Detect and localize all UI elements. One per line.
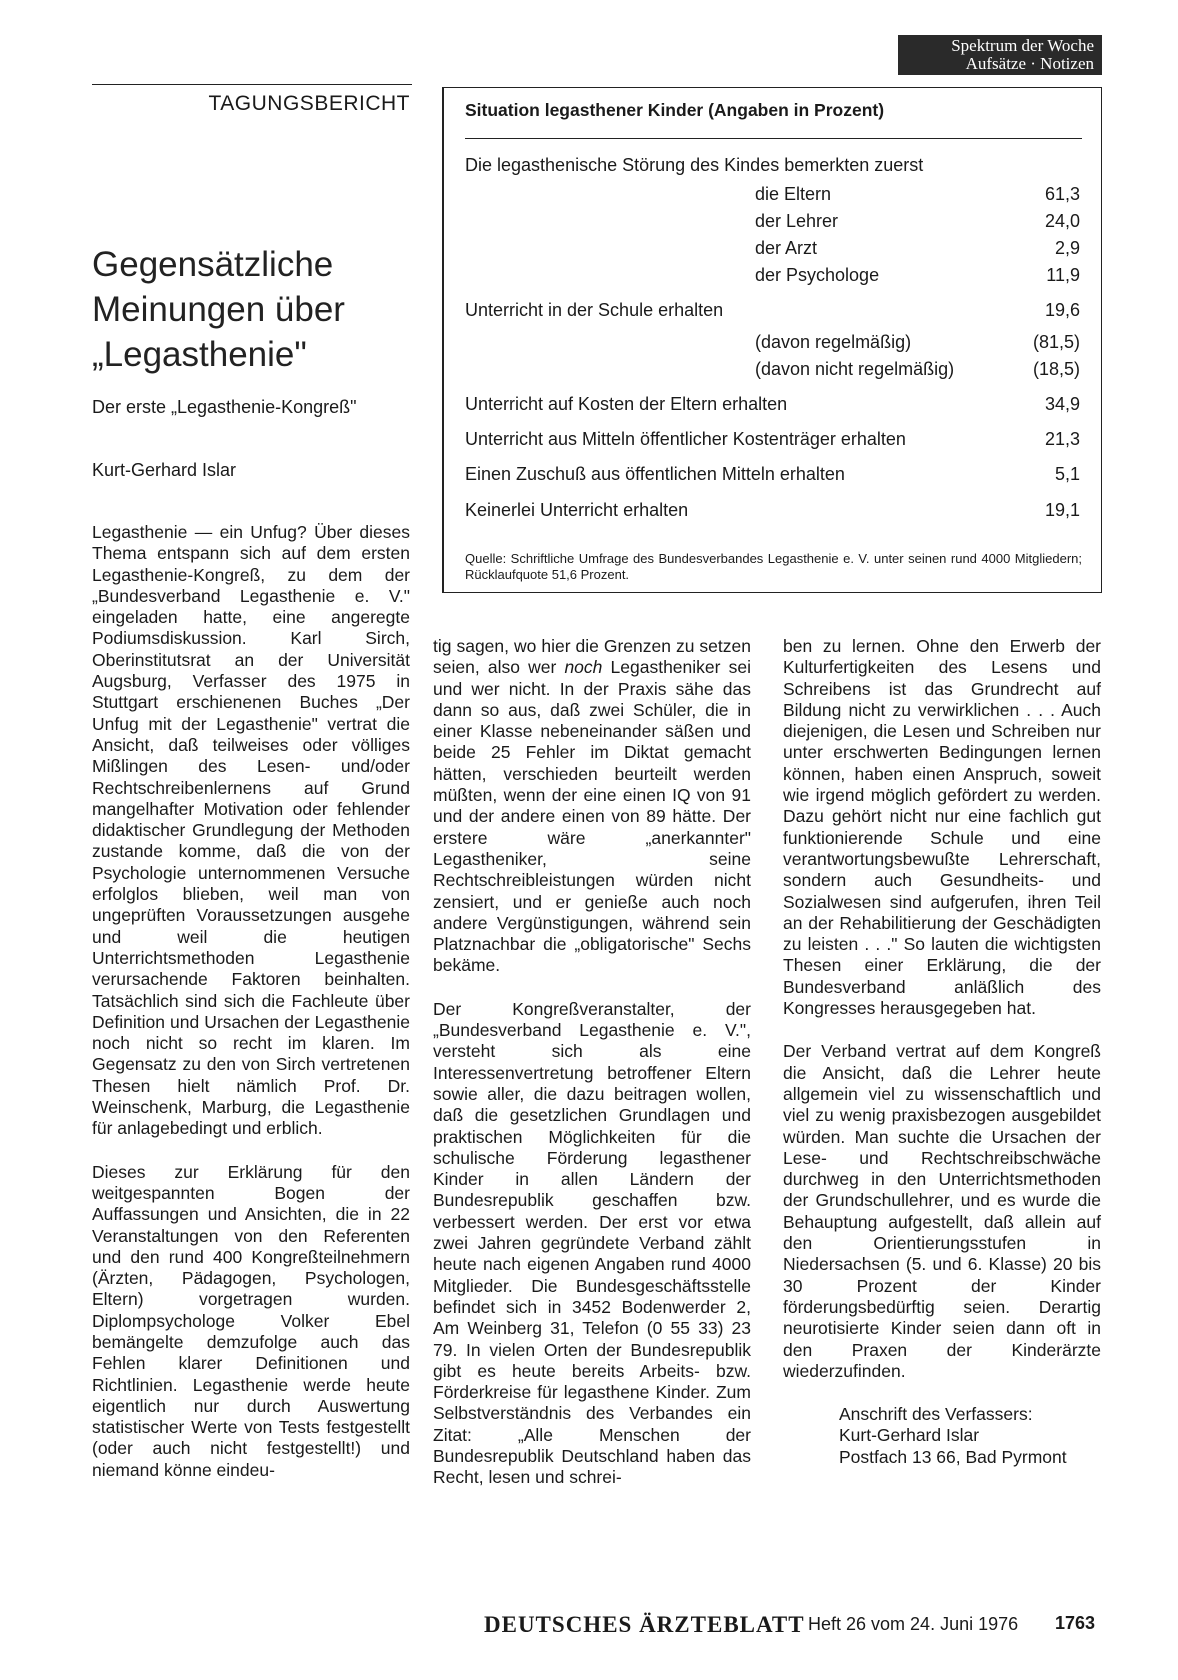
table-group-heading: Die legasthenische Störung des Kindes bemerkten zuerst [465,155,924,175]
table-title-rule [465,138,1082,139]
table-row-value: 24,0 [1044,211,1080,231]
section-tag-line2: Aufsätze · Notizen [965,54,1094,73]
table-row-label: Einen Zuschuß aus öffentlichen Mitteln erhalten [465,464,845,484]
section-tag [898,35,1102,75]
emphasis: noch [564,657,603,678]
table-row-label: der Psychologe [755,265,880,285]
table-row-label: Unterricht auf Kosten der Eltern erhalten [465,394,788,414]
table-row-value: (18,5) [1032,359,1080,379]
table-row-value: 61,3 [1044,184,1080,204]
article-column-1 [92,522,410,1503]
table-row-value: 5,1 [1054,464,1080,484]
article-column-2 [433,636,751,1511]
rubric-rule [92,84,412,85]
issue-info: Heft 26 vom 24. Juni 1976 [808,1614,1019,1634]
title-line-1: Gegensätzliche [92,245,334,284]
table-source-note: Quelle: Schriftliche Umfrage des Bundesverbandes Legasthenie e. V. unter seinen rund 4000 Mitgliedern; Rücklaufquote 51,6 Prozent. [465,551,1082,582]
paragraph: Der Verband vertrat auf dem Kongreß die Ansicht, daß die Lehrer heute allgemein viel zu wissenschaftlich und viel zu wenig praxisbezogen ausgebildet würden. Man suchte die Ursachen der Lese- und Rechtschreibschwäche durchweg in den Unterrichtsmethoden der Grundschullehrer, und es wurde die Behauptung aufgestellt, daß allein auf den Orientierungsstufen in Niedersachsen (5. und 6. Klasse) 20 bis 30 Prozent der Kinder förderungsbedürftig seien. Derartig neurotisierte Kinder seien dann oft in den Praxen der Kinderärzte wiederzufinden. [783,1041,1101,1381]
address-street: Postfach 13 66, Bad Pyrmont [839,1446,1067,1467]
address-name: Kurt-Gerhard Islar [839,1425,980,1446]
table-row-value: (81,5) [1032,332,1080,352]
table-left-border [442,87,444,593]
title-line-2: Meinungen über [92,290,345,329]
paragraph: Der Kongreßveranstalter, der „Bundesverband Legasthenie e. V.", versteht sich als eine Interessenvertretung betroffener Eltern sowie aller, die dazu beitragen wollen, daß die gesetzlichen Grundlagen und praktischen Möglichkeiten für die schulische Förderung legasthener Kinder in allen Ländern der Bundesrepublik geschaffen bzw. verbessert werden. Der erst vor etwa zwei Jahren gegründete Verband zählt heute nach eigenen Angaben rund 4000 Mitglieder. Die Bundesgeschäftsstelle befindet sich in 3452 Bodenwerder 2, Am Weinberg 31, Telefon (0 55 33) 23 79. In vielen Orten der Bundesrepublik gibt es heute bereits Arbeits- bzw. Förderkreise für legasthene Kinder. Zum Selbstverständnis des Verbandes ein Zitat: „Alle Menschen der Bundesrepublik Deutschland haben das Recht, lesen und schrei- [433,998,751,1488]
section-tag-line1: Spektrum der Woche [951,36,1094,55]
table-row-label: Unterricht aus Mitteln öffentlicher Kostenträger erhalten [465,429,906,449]
table-row-label: der Arzt [755,238,818,258]
article-author: Kurt-Gerhard Islar [92,460,237,480]
article-subtitle: Der erste „Legasthenie-Kongreß" [92,397,357,417]
table-title: Situation legasthener Kinder (Angaben in Prozent) [465,100,885,120]
table-row-value: 2,9 [1054,238,1080,258]
table-row-value: 34,9 [1044,394,1080,414]
table-row-label: (davon regelmäßig) [755,332,912,352]
article-column-3 [783,636,1101,1468]
table-row-label: Keinerlei Unterricht erhalten [465,500,689,520]
author-address [783,1404,1101,1468]
paragraph: ben zu lernen. Ohne den Erwerb der Kulturfertigkeiten des Lesens und Schreibens ist das Grundrecht auf Bildung nicht zu verwirklichen . . . Auch diejenigen, die Lesen und Schreiben nur unter erschwerten Bedingungen lernen können, haben einen Anspruch, soweit wie irgend möglich gefördert zu werden. Dazu gehört nicht nur eine fachlich gut funktionierende Schule und eine verantwortungsbewußte Lehrerschaft, sondern auch Gesundheits- und Sozialwesen sind aufgerufen, ihren Teil an der Rehabilitierung der Geschädigten zu leisten . . ." So lauten die wichtigsten Thesen einer Erklärung, die der Bundesverband anläßlich des Kongresses herausgegeben hat. [783,636,1101,1019]
table-row-value: 21,3 [1044,429,1080,449]
address-label: Anschrift des Verfassers: [839,1404,1033,1425]
table-row-label: die Eltern [755,184,832,204]
paragraph: Legasthenie — ein Unfug? Über dieses Thema entspann sich auf dem ersten Legasthenie-Kongreß, zu dem der „Bundesverband Legasthenie e. V." eingeladen hatte, eine angeregte Podiumsdiskussion. Karl Sirch, Oberinstitutsrat an der Universität Augsburg, Verfasser des 1975 in Stuttgart erschienenen Buches „Der Unfug mit der Legasthenie" vertrat die Ansicht, daß teilweises oder völliges Mißlingen des Lesen- und/oder Rechtschreibenlernens auf Grund mangelhafter Motivation oder fehlender didaktischer Grundlegung der Methoden zustande komme, daß die von der Psychologie unternommenen Versuche erfolglos blieben, weil man von ungeprüften Voraussetzungen ausgehe und weil die heutigen Unterrichtsmethoden Legasthenie verursachende Faktoren beinhalten. Tatsächlich sind sich die Fachleute über Definition und Ursachen der Legasthenie noch nicht so recht im klaren. Im Gegensatz zu den von Sirch vertretenen Thesen hielt nämlich Prof. Dr. Weinschenk, Marburg, die Legasthenie für anlagebedingt und erblich. [92,522,410,1139]
journal-name: DEUTSCHES ÄRZTEBLATT [484,1612,805,1637]
page-number: 1763 [1055,1613,1096,1633]
table-row-label: Unterricht in der Schule erhalten [465,300,724,320]
text-run: tig sagen, wo hier die Grenzen zu setzen seien, also wer [433,636,751,678]
table-row-value: 11,9 [1046,265,1080,285]
article-title [92,242,412,377]
table-row-label: der Lehrer [755,211,839,231]
paragraph [433,636,751,977]
paragraph: Dieses zur Erklärung für den weitgespannten Bogen der Auffassungen und Ansichten, die in 22 Veranstaltungen von den Referenten und den rund 400 Kongreßteilnehmern (Ärzten, Pädagogen, Psychologen, Eltern) vorgetragen wurden. Diplompsychologe Volker Ebel bemängelte demzufolge auch das Fehlen klarer Definitionen und Richtlinien. Legasthenie werde heute eigentlich nur durch Auswertung statistischer Werte von Tests festgestellt (oder auch nicht festgestellt!) und niemand könne eindeu- [92,1161,410,1480]
text-run: Legastheniker sei und wer nicht. In der Praxis sähe das dann so aus, daß zwei Schüler, die in einer Klasse nebeneinander säßen und beide 25 Fehler im Diktat gemacht hätten, verschieden beurteilt werden müßten, wenn der eine einen IQ von 91 und der andere einen von 89 hätte. Der erstere wäre „anerkannter" Legastheniker, seine Rechtschreibleistungen würden nicht zensiert, und er genieße auch noch andere Vergünstigungen, während sein Platznachbar die „obligatorische" Sechs bekäme. [433,657,751,976]
table-row-label: (davon nicht regelmäßig) [755,359,955,379]
rubric-label: TAGUNGSBERICHT [208,92,410,115]
table-row-value: 19,6 [1044,300,1080,320]
title-line-3: „Legasthenie" [92,335,307,374]
table-row-value: 19,1 [1044,500,1080,520]
